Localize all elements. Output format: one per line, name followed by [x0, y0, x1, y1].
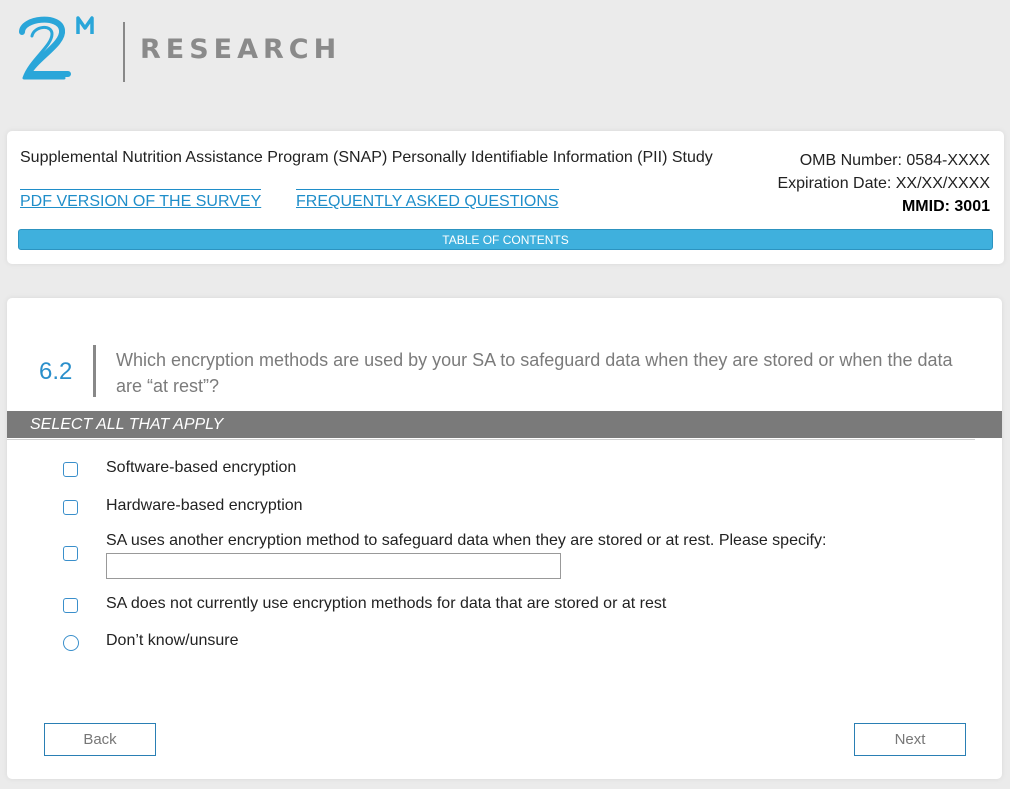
logo-divider	[123, 22, 125, 82]
option-label[interactable]: SA uses another encryption method to safeguard data when they are stored or at rest. Please specify:	[106, 532, 827, 549]
radio-button[interactable]	[63, 635, 79, 651]
option-label[interactable]: Hardware-based encryption	[106, 497, 303, 514]
survey-header	[7, 131, 1004, 264]
option-label[interactable]: Software-based encryption	[106, 459, 297, 476]
mmid: MMID: 3001	[901, 198, 990, 215]
omb-info	[777, 149, 990, 218]
checkbox[interactable]	[63, 462, 78, 477]
instruction-bar: SELECT ALL THAT APPLY	[7, 411, 1002, 438]
back-button[interactable]: Back	[44, 723, 156, 756]
checkbox[interactable]	[63, 598, 78, 613]
checkbox[interactable]	[63, 546, 78, 561]
2m-logo-mark-icon	[16, 12, 116, 84]
question-text: Which encryption methods are used by your SA to safeguard data when they are stored or when the data are “at rest”?	[116, 350, 953, 396]
option-label[interactable]: Don’t know/unsure	[106, 632, 239, 649]
question-card	[7, 298, 1002, 779]
faq-link[interactable]: FREQUENTLY ASKED QUESTIONS	[296, 189, 559, 211]
table-of-contents-button[interactable]: TABLE OF CONTENTS	[18, 229, 993, 250]
question-divider	[93, 345, 96, 397]
option-label[interactable]: SA does not currently use encryption methods for data that are stored or at rest	[106, 595, 667, 612]
logo-wordmark: RESEARCH	[140, 34, 342, 65]
question-number: 6.2	[39, 358, 73, 385]
omb-number: OMB Number: 0584-XXXX	[799, 152, 990, 169]
specify-other-input[interactable]	[106, 553, 561, 579]
checkbox[interactable]	[63, 500, 78, 515]
study-title: Supplemental Nutrition Assistance Program (SNAP) Personally Identifiable Information (PII) Study	[20, 149, 713, 166]
expiration-date: Expiration Date: XX/XX/XXXX	[777, 175, 990, 192]
next-button[interactable]: Next	[854, 723, 966, 756]
logo	[16, 12, 342, 82]
pdf-version-link[interactable]: PDF VERSION OF THE SURVEY	[20, 189, 261, 211]
